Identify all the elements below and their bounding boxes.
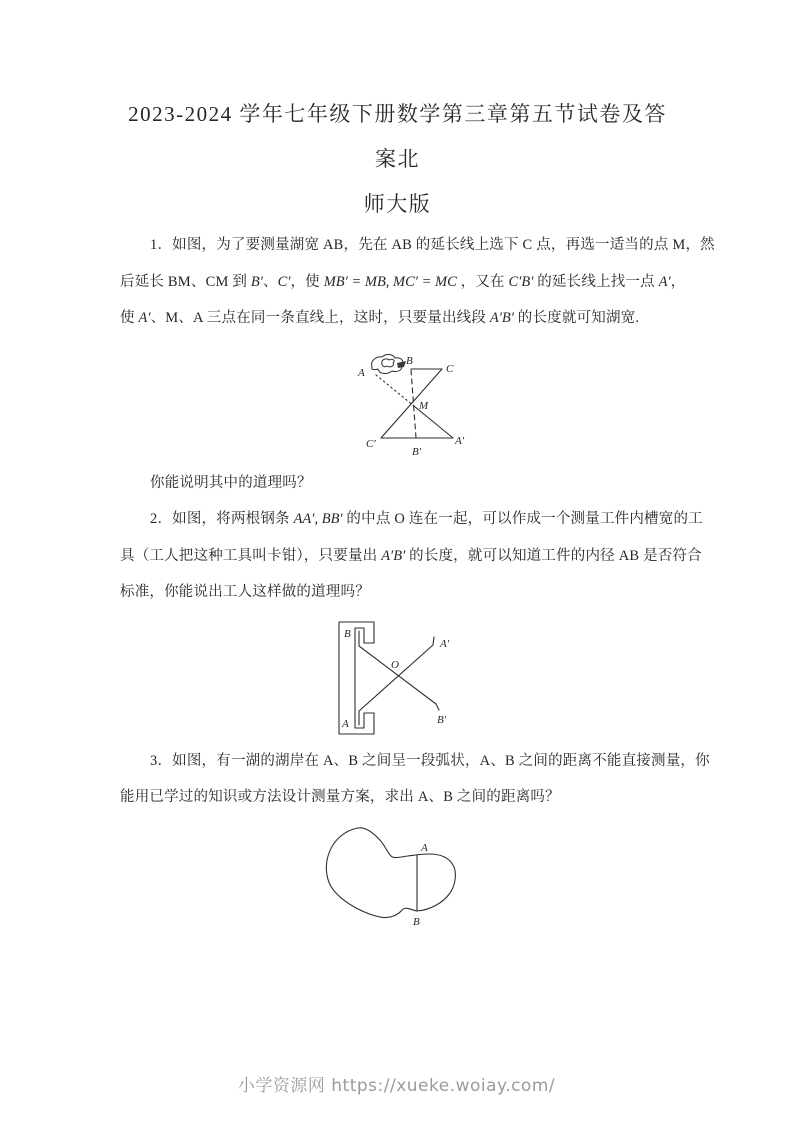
body-text: 2．如图，将两根钢条: [150, 511, 294, 527]
math-expression: B′: [250, 273, 263, 290]
math-expression: MB′ = MB, MC′ = MC: [323, 273, 457, 290]
problem-1-line-3: [120, 300, 675, 337]
lake-doodle-inner: [382, 358, 394, 366]
problem-1-question: [120, 465, 675, 502]
body-text: 的延长线上找一点: [533, 273, 659, 290]
footer-site-text: 小学资源网 https://xueke.woiay.com/: [237, 1076, 556, 1096]
body-text: 使: [120, 310, 139, 326]
point-label-bprime: B′: [412, 445, 422, 458]
problem-2-line-3: [120, 574, 675, 611]
body-text: ，: [670, 273, 686, 290]
problem-1-line-2: [120, 264, 686, 301]
figure-lake-triangles: [336, 345, 506, 463]
body-text: 的长度，就可以知道工件的内径 AB 是否符合: [405, 547, 702, 564]
problem-1-paragraph: [120, 227, 715, 337]
math-expression: A′: [138, 310, 151, 326]
problem-2-paragraph: [120, 501, 703, 611]
title-line-1: 2023-2024 学年七年级下册数学第三章第五节试卷及答案北: [128, 102, 667, 171]
point-label-bprime: B′: [437, 713, 447, 726]
body-text: 的中点 O 连在一起，可以作成一个测量工件内槽宽的工: [342, 511, 703, 527]
point-label-aprime: A′: [455, 434, 465, 447]
body-text: 标准，你能说出工人这样做的道理吗？: [120, 584, 370, 600]
math-expression: C′: [277, 273, 291, 290]
page-footer: [0, 1071, 793, 1096]
lake-doodle-blob: [397, 361, 406, 368]
point-label-b: B: [413, 915, 420, 928]
point-label-o: O: [391, 658, 399, 671]
steel-bar-a-aprime: [359, 637, 434, 725]
body-text: 1．如图，为了要测量湖宽 AB，先在 AB 的延长线上选下 C 点，再选一适当的点 M，然: [150, 237, 715, 253]
body-text: 后延长 BM、CM 到: [120, 273, 251, 290]
body-text: 的长度就可知湖宽.: [513, 310, 640, 326]
math-expression: A′B′: [381, 547, 406, 564]
lake-shore-outline: [326, 827, 455, 917]
body-text: 具（工人把这种工具叫卡钳），只要量出: [120, 547, 382, 564]
point-label-aprime: A′: [440, 637, 450, 650]
point-label-a: A: [421, 841, 428, 854]
problem-1-line-1: [120, 227, 715, 264]
math-expression: A′: [658, 273, 671, 290]
figure-caliper: [328, 615, 473, 741]
point-label-c: C: [446, 362, 454, 375]
problem-1-question-block: [120, 465, 675, 502]
math-expression: AA′, BB′: [293, 511, 343, 527]
point-label-cprime: C′: [366, 437, 376, 450]
body-text: 能用已学过的知识或方法设计测量方案，求出 A、B 之间的距离吗？: [120, 789, 560, 805]
segment-a-m-dotted: [376, 375, 414, 406]
figure-lake-outline: [318, 822, 478, 934]
body-text: 你能说明其中的道理吗？: [150, 474, 312, 491]
problem-2-line-2: [120, 538, 702, 575]
point-label-a: A: [342, 717, 349, 730]
math-expression: A′B′: [489, 310, 514, 326]
point-label-b: B: [344, 627, 351, 640]
title-line-2: 师大版: [363, 192, 432, 216]
point-label-a: A: [358, 366, 365, 379]
body-text: ，使: [290, 273, 324, 290]
body-text: ，又在: [456, 273, 509, 290]
problem-2-line-1: [120, 501, 703, 538]
problem-3-line-2: [120, 779, 675, 816]
point-label-b: B: [406, 354, 413, 367]
point-label-m: M: [419, 399, 429, 412]
body-text: 、M、A 三点在同一条直线上，这时，只要量出线段: [150, 310, 490, 326]
body-text: 、: [262, 273, 278, 290]
math-expression: C′B′: [508, 273, 534, 290]
page-title: [120, 92, 675, 227]
problem-3-line-1: [120, 743, 710, 780]
problem-3-paragraph: [120, 743, 710, 816]
body-text: 3．如图，有一湖的湖岸在 A、B 之间呈一段弧状，A、B 之间的距离不能直接测量，你: [150, 752, 710, 769]
